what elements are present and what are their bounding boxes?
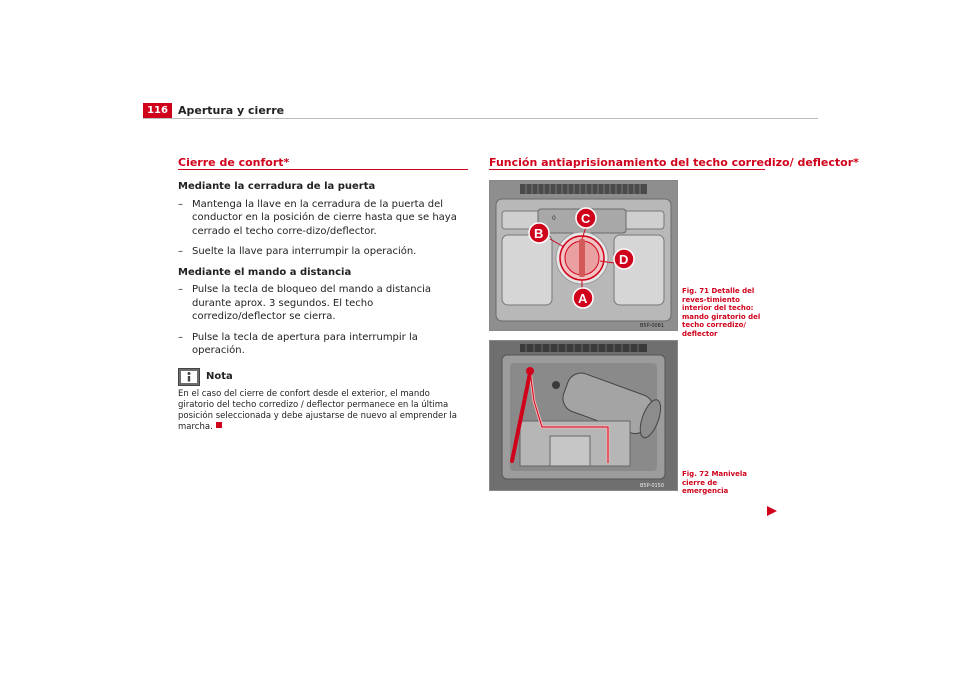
- dash: –: [178, 284, 183, 295]
- label-d: D: [619, 252, 629, 267]
- subheading-door-lock: Mediante la cerradura de la puerta: [178, 181, 376, 192]
- label-a: A: [578, 291, 588, 306]
- list-item: [178, 331, 468, 358]
- list-item-text: Suelte la llave para interrumpir la operación.: [192, 246, 417, 257]
- label-c: C: [581, 211, 591, 226]
- list-item-text: Pulse la tecla de apertura para interrumpir la operación.: [192, 331, 418, 356]
- section-rule-right: [489, 169, 765, 170]
- list-item: [178, 283, 468, 324]
- list-item-text: Mantenga la llave en la cerradura de la puerta del conductor en la posición de cierre hasta que se haya cerrado el techo corre-dizo/deflector.: [192, 198, 457, 237]
- list-item-text: Pulse la tecla de bloqueo del mando a distancia durante aprox. 3 segundos. El techo corredizo/deflector se cierra.: [192, 284, 432, 322]
- dash: –: [178, 198, 183, 210]
- next-page-arrow-icon: [767, 506, 777, 516]
- label-b: B: [534, 226, 544, 241]
- section-title-left: Cierre de confort*: [178, 156, 290, 169]
- note-info-icon: [178, 368, 200, 386]
- subheading-remote: Mediante el mando a distancia: [178, 266, 352, 278]
- left-column: [178, 180, 468, 433]
- dash: –: [178, 331, 183, 343]
- note-label: Nota: [206, 370, 233, 382]
- page-number: 116: [143, 103, 172, 118]
- note-header: [178, 368, 468, 386]
- list-item: [178, 245, 468, 259]
- list-item: [178, 198, 468, 239]
- figure-roof-dial: [489, 180, 678, 331]
- section-title-right: Función antiaprisionamiento del techo corredizo/ deflector*: [489, 156, 859, 169]
- header-rule: [143, 118, 818, 119]
- end-marker-icon: [216, 422, 222, 428]
- figure-code: B5P-0150: [640, 483, 665, 489]
- figure-emergency-crank: [489, 340, 678, 491]
- figure-caption: Fig. 71 Detalle del reves-timiento interior del techo: mando giratorio del techo corredizo/ deflector: [682, 287, 761, 338]
- section-rule-left: [178, 169, 468, 170]
- figure-code: B5P-0081: [640, 323, 665, 329]
- dash: –: [178, 246, 183, 257]
- note-body: [178, 389, 468, 433]
- figure-caption: Fig. 72 Manivela cierre de emergencia: [682, 470, 747, 495]
- dial-zero-mark: 0: [552, 215, 556, 222]
- roof-console-illustration: [490, 181, 677, 330]
- note-text: En el caso del cierre de confort desde el exterior, el mando giratorio del techo corredizo / deflector permanece en la última posición seleccionada y debe ajustarse de nuevo al emprender la marcha.: [178, 388, 457, 432]
- running-title: Apertura y cierre: [178, 104, 285, 117]
- crank-illustration: [490, 341, 677, 490]
